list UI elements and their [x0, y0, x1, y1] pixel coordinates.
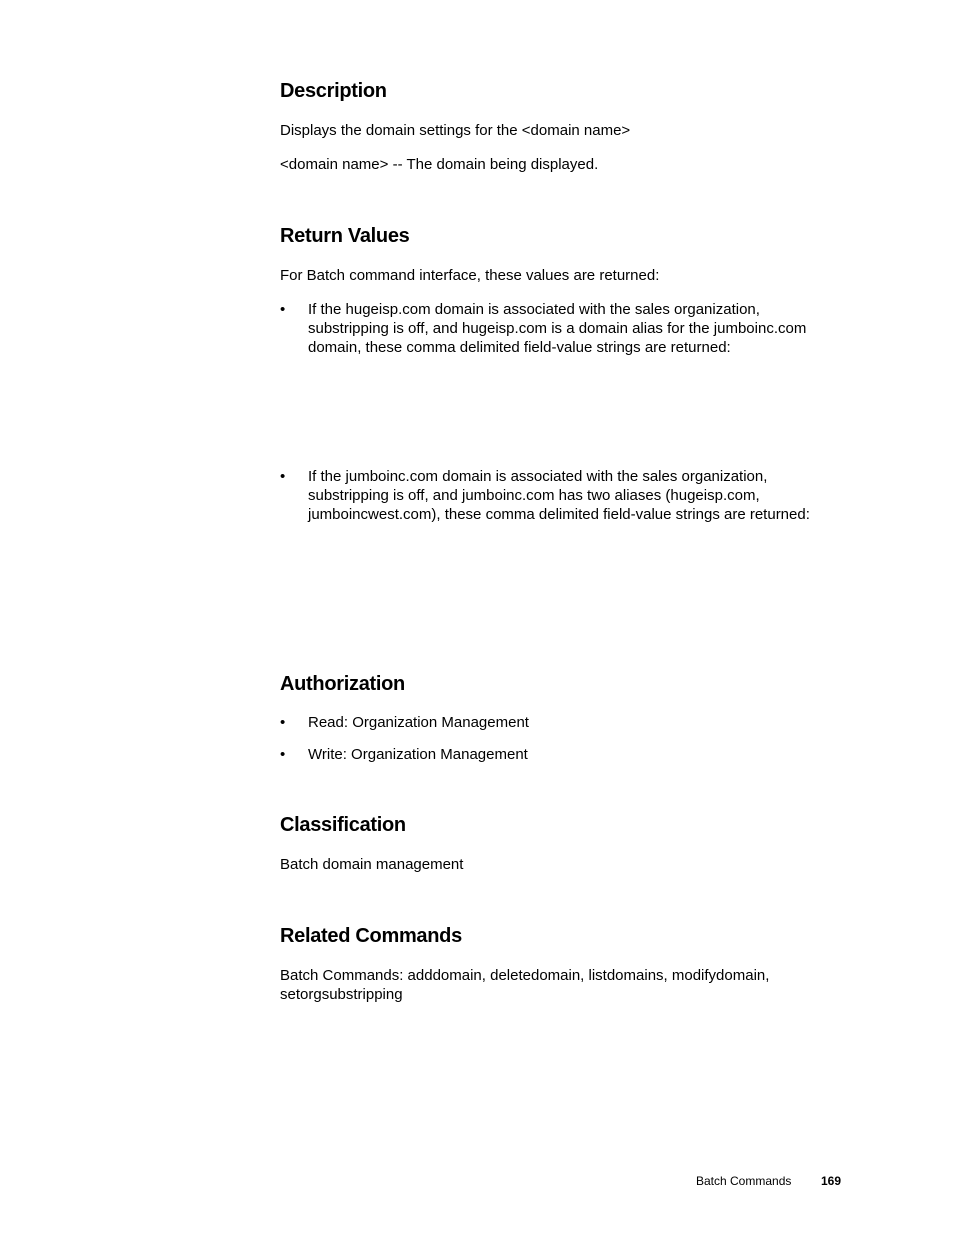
bullet-marker: • — [280, 746, 286, 763]
bullet-marker: • — [280, 468, 286, 485]
classification-heading: Classification — [280, 814, 406, 836]
bullet-marker: • — [280, 301, 286, 318]
bullet-marker: • — [280, 714, 286, 731]
description-line-1: Displays the domain settings for the <domain name> — [280, 122, 631, 139]
bullet-text: Write: Organization Management — [308, 746, 528, 763]
bullet-text: If the hugeisp.com domain is associated with the sales organization, substripping is off, and hugeisp.com is a domain alias for the jumboinc.com domain, these comma delimited field-value strings are returned: — [308, 301, 807, 356]
return-values-heading: Return Values — [280, 225, 410, 247]
description-heading: Description — [280, 80, 387, 102]
related-commands-text: Batch Commands: adddomain, deletedomain, listdomains, modifydomain, setorgsubstripping — [280, 967, 770, 1003]
bullet-text: Read: Organization Management — [308, 714, 529, 731]
description-line-2: <domain name> -- The domain being displayed. — [280, 156, 599, 173]
authorization-heading: Authorization — [280, 673, 405, 695]
classification-text: Batch domain management — [280, 856, 464, 873]
footer-page-number: 169 — [821, 1174, 842, 1188]
return-values-intro: For Batch command interface, these values are returned: — [280, 267, 660, 284]
footer-section-label: Batch Commands — [696, 1174, 792, 1188]
bullet-text: If the jumboinc.com domain is associated with the sales organization, substripping is off, and jumboinc.com has two aliases (hugeisp.com, jumboincwest.com), these comma delimited field-value strings are returned: — [308, 468, 810, 523]
related-commands-heading: Related Commands — [280, 925, 462, 947]
